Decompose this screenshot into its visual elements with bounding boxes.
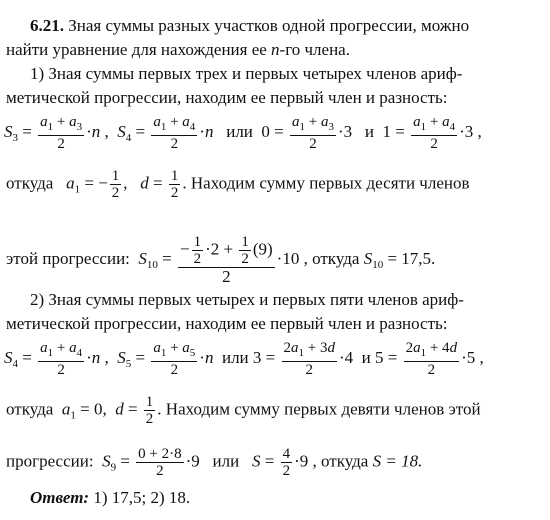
part1-line1: 1) Зная суммы первых трех и первых четырех членов ариф- — [30, 64, 463, 83]
part2-s9: прогрессии: $S_9$ = $\frac{0 + 2\cdot 8}{2}$ ·9 или S = $\frac{4}{2}$ ·9 , откуда S = 18. — [6, 446, 423, 479]
part1-line2: метической прогрессии, находим ее первый член и разность: — [6, 88, 448, 107]
p2-or: или — [221, 347, 249, 367]
p1-s10-value: 17,5. — [401, 248, 436, 268]
part2-whence: откуда $a_1 = 0$, d = $\frac{1}{2}$ . Находим сумму первых девяти членов этой — [6, 394, 481, 427]
p2-whence-s: , откуда — [312, 451, 369, 471]
p2-and: и — [361, 347, 371, 367]
p1-or: или — [226, 121, 253, 141]
p1-this-prog: этой прогрессии: — [6, 248, 130, 268]
problem-number: 6.21. — [30, 16, 64, 35]
p2-a1-val: = 0, — [80, 399, 107, 419]
problem-intro-line1 — [30, 16, 469, 36]
part1-whence: откуда $a_1$ = − $\frac{1}{2}$ , d = $\frac{1}{2}$ . Находим сумму первых десяти членов — [6, 168, 470, 201]
problem-intro-line2 — [6, 40, 350, 60]
part2-line1: 2) Зная суммы первых четырех и первых пяти членов ариф- — [30, 290, 464, 309]
intro-var: n — [271, 40, 280, 59]
part1-equations: $S_3$ = $\frac{a_1 + a_3}{2}$ ·n , $S_4$ = $\frac{a_1 + a_4}{2}$ ·n или 0 = $\frac{a_1 + a_3}{2}$ ·3 и 1 = $\frac{a_1 + a_4}{2}$ ·3 , — [4, 114, 482, 152]
intro-text-2a: найти уравнение для нахождения ее — [6, 40, 272, 59]
p1-whence-s10: , откуда — [303, 248, 360, 268]
answer-label: Ответ: — [30, 488, 90, 507]
p2-prog: прогрессии: — [6, 451, 94, 471]
p2-find-sum: . Находим сумму первых девяти членов этой — [157, 399, 481, 419]
p1-find-sum: . Находим сумму первых десяти членов — [182, 173, 470, 193]
answer-text: 1) 17,5; 2) 18. — [93, 488, 191, 507]
p2-s-value: S = 18. — [372, 451, 423, 471]
answer-line — [30, 488, 190, 508]
p2-or2: или — [212, 451, 240, 471]
intro-text-1: Зная суммы разных участков одной прогрессии, можно — [68, 16, 470, 35]
part1-s10: этой прогрессии: $S_{10}$ = − $\frac{1}{2}$ ·2 + $\frac{1}{2}$ (9) 2 ·10 , откуда $S_{10} = 17,5$. — [6, 234, 436, 286]
part2-line2: метической прогрессии, находим ее первый член и разность: — [6, 314, 448, 333]
p2-whence: откуда — [6, 399, 54, 419]
p1-whence: откуда — [6, 173, 54, 193]
part2-equations: $S_4$ = $\frac{a_1 + a_4}{2}$ ·n , $S_5$ = $\frac{a_1 + a_5}{2}$ ·n или 3 = $\frac{2a_1 + 3d}{2}$ ·4 и 5 = $\frac{2a_1 + 4d}{2}$ ·5 , — [4, 340, 484, 378]
intro-text-2b: -го члена. — [279, 40, 350, 59]
p1-and: и — [364, 121, 374, 141]
